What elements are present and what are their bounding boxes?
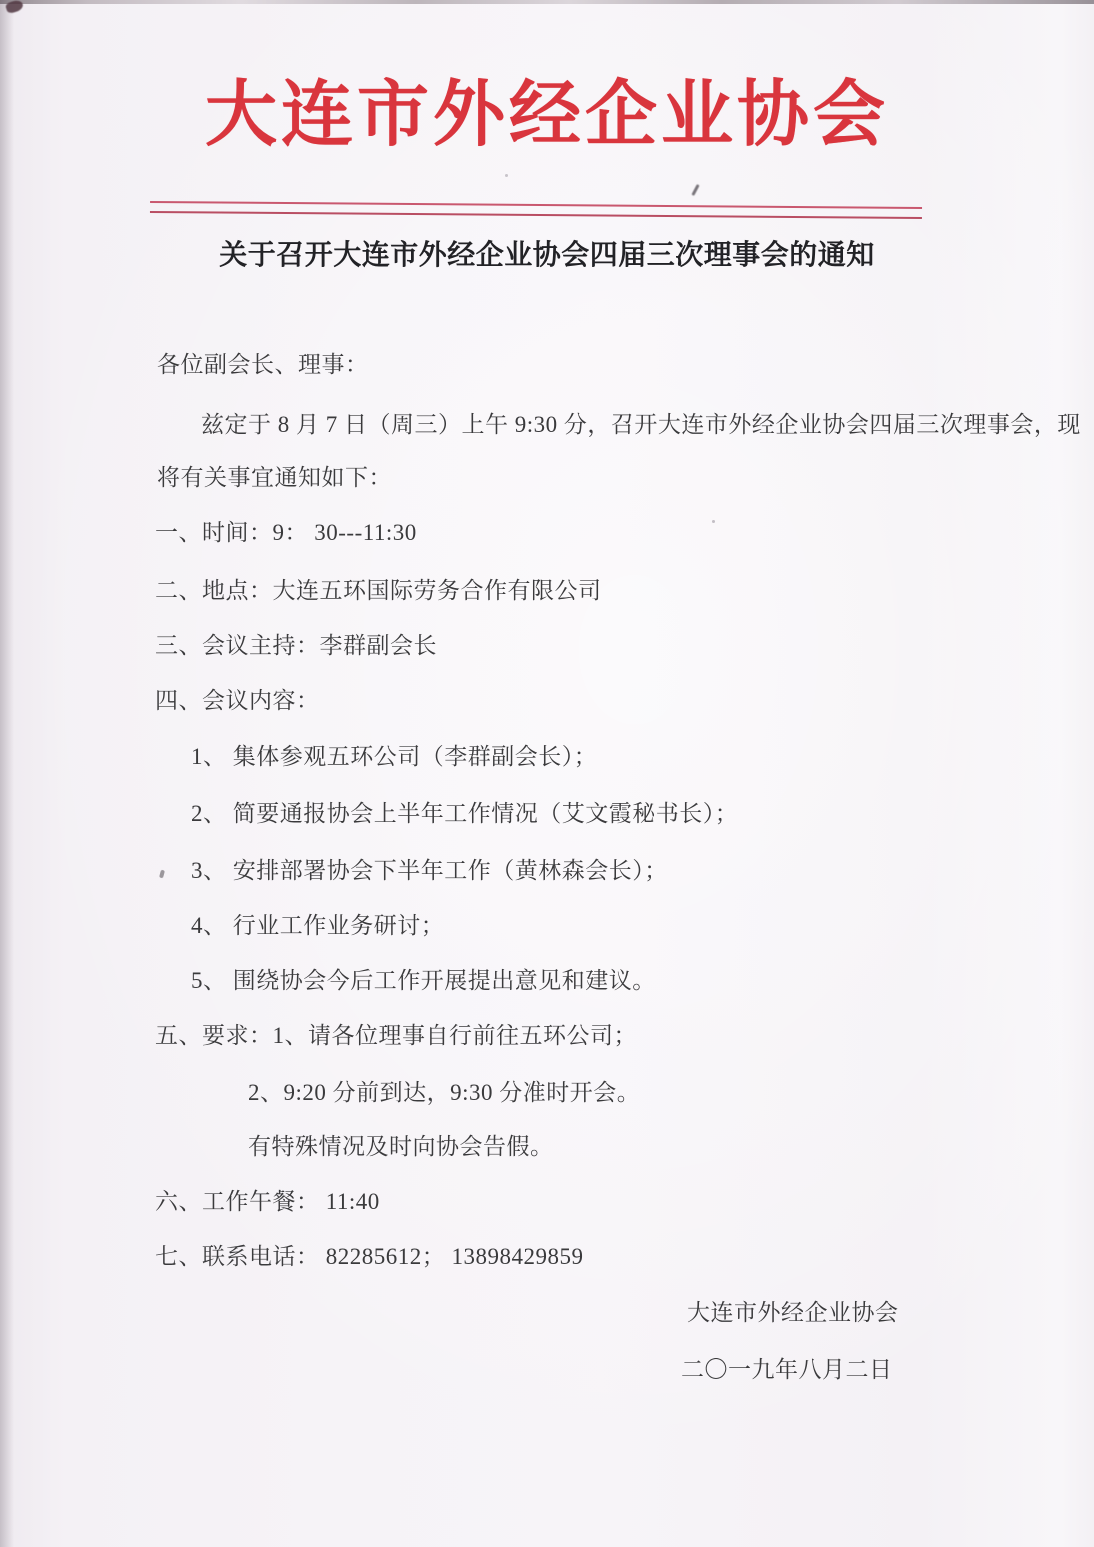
scan-speck-artifact — [691, 184, 699, 196]
signature-org: 大连市外经企业协会 — [687, 1300, 899, 1325]
scan-speck-artifact — [712, 520, 715, 523]
requirement-line-3: 有特殊情况及时向协会告假。 — [248, 1134, 554, 1159]
scan-edge-artifact — [0, 0, 1094, 4]
notice-subject-heading: 关于召开大连市外经企业协会四届三次理事会的通知 — [219, 240, 875, 271]
scan-shadow-artifact — [0, 0, 14, 1547]
intro-line-2: 将有关事宜通知如下： — [157, 465, 392, 490]
item-contact: 七、联系电话： 82285612； 13898429859 — [155, 1244, 584, 1269]
item-content-header: 四、会议内容： — [155, 688, 320, 713]
agenda-item-4: 4、 行业工作业务研讨； — [191, 913, 445, 938]
scan-speck-artifact — [505, 174, 508, 177]
item-lunch: 六、工作午餐： 11:40 — [155, 1189, 380, 1214]
requirement-line-1: 五、要求：1、请各位理事自行前往五环公司； — [155, 1023, 637, 1048]
agenda-item-2: 2、 简要通报协会上半年工作情况（艾文霞秘书长）； — [191, 801, 739, 826]
requirement-line-2: 2、9:20 分前到达，9:30 分准时开会。 — [248, 1080, 641, 1105]
scan-speck-artifact — [159, 870, 165, 879]
salutation-line: 各位副会长、理事： — [157, 352, 369, 377]
intro-line-1: 兹定于 8 月 7 日（周三）上午 9:30 分，召开大连市外经企业协会四届三次理事会，现 — [201, 412, 1081, 437]
signature-date: 二〇一九年八月二日 — [681, 1357, 893, 1382]
letterhead-double-rule — [150, 201, 922, 219]
letterhead-org-title: 大连市外经企业协会 — [204, 75, 889, 155]
item-time: 一、时间：9： 30---11:30 — [155, 520, 417, 545]
item-chair: 三、会议主持：李群副会长 — [155, 633, 437, 658]
agenda-item-1: 1、 集体参观五环公司（李群副会长）； — [191, 744, 598, 769]
agenda-item-5: 5、 围绕协会今后工作开展提出意见和建议。 — [191, 968, 656, 993]
agenda-item-3: 3、 安排部署协会下半年工作（黄林森会长）； — [191, 858, 668, 883]
item-location: 二、地点：大连五环国际劳务合作有限公司 — [155, 578, 602, 603]
